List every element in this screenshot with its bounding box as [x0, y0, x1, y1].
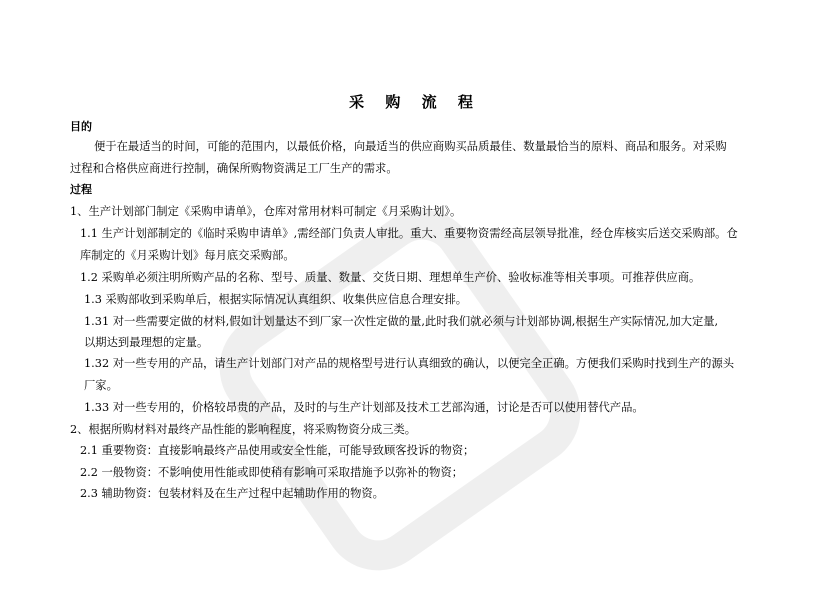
purpose-heading: 目的	[70, 120, 92, 133]
purpose-line: 过程和合格供应商进行控制，确保所购物资满足工厂生产的需求。	[70, 162, 398, 175]
watermark-stamp-icon	[191, 181, 609, 599]
process-line: 厂家。	[84, 379, 118, 392]
process-line: 库制定的《月采购计划》每月底交采购部。	[80, 249, 295, 262]
process-line: 1.2 采购单必须注明所购产品的名称、型号、质量、数量、交货日期、理想单生产价、验收标准等相关事项。可推荐供应商。	[80, 271, 701, 284]
process-line: 1.32 对一些专用的产品，请生产计划部门对产品的规格型号进行认真细致的确认，以便完全正确。方便我们采购时找到生产的源头	[84, 357, 735, 370]
process-line: 2.2 一般物资：不影响使用性能或即使稍有影响可采取措施予以弥补的物资；	[80, 466, 464, 479]
process-line: 1、生产计划部门制定《采购申请单》，仓库对常用材料可制定《月采购计划》。	[70, 205, 462, 218]
process-line: 1.1 生产计划部制定的《临时采购申请单》,需经部门负责人审批。重大、重要物资需经高层领导批准，经仓库核实后送交采购部。仓	[80, 227, 738, 240]
process-line: 2.3 辅助物资：包装材料及在生产过程中起辅助作用的物资。	[80, 487, 384, 500]
process-heading: 过程	[70, 183, 92, 196]
purpose-line: 便于在最适当的时间，可能的范围内，以最低价格，向最适当的供应商购买品质最佳、数量最恰当的原料、商品和服务。对采购	[94, 140, 727, 153]
process-line: 以期达到最理想的定量。	[84, 336, 209, 349]
process-line: 2、根据所购材料对最终产品性能的影响程度，将采购物资分成三类。	[70, 423, 417, 436]
page-title: 采 购 流 程	[349, 93, 481, 111]
process-line: 2.1 重要物资：直接影响最终产品使用或安全性能，可能导致顾客投诉的物资；	[80, 444, 475, 457]
process-line: 1.31 对一些需要定做的材料,假如计划量达不到厂家一次性定做的量,此时我们就必须与计划部协调,根据生产实际情况,加大定量,	[84, 315, 719, 328]
process-line: 1.33 对一些专用的，价格较昂贵的产品，及时的与生产计划部及技术工艺部沟通，讨论是否可以使用替代产品。	[84, 401, 644, 414]
process-line: 1.3 采购部收到采购单后，根据实际情况认真组织、收集供应信息合理安排。	[84, 293, 468, 306]
